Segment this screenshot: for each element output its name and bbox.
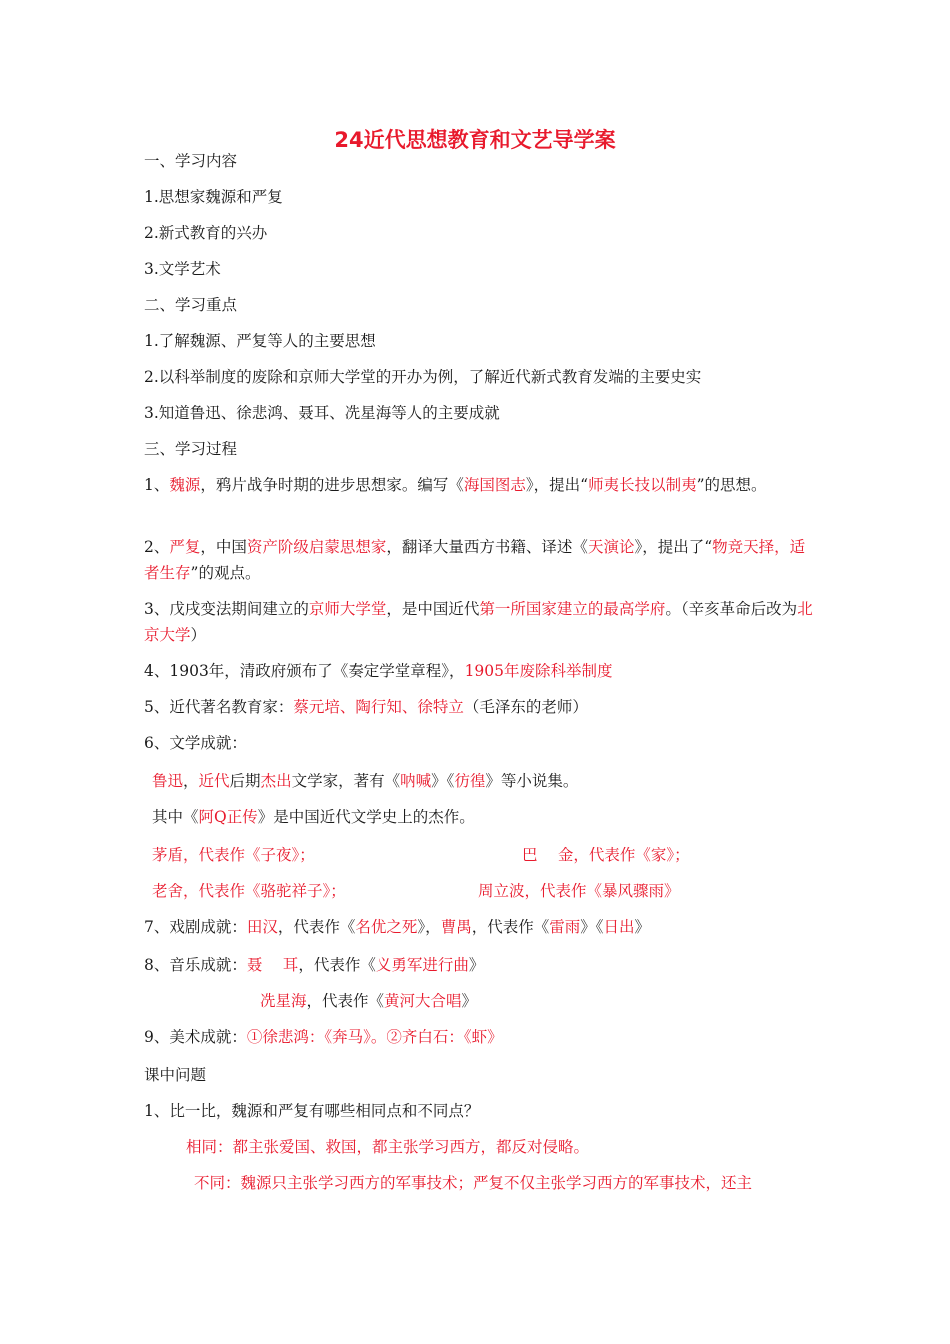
section2-heading: 二、学习重点 (144, 296, 238, 314)
questions-heading: 课中问题 (144, 1066, 207, 1084)
section1-item: 2.新式教育的兴办 (144, 224, 268, 242)
paragraph-exam: 4、1903年，清政府颁布了《奏定学堂章程》，1905年废除科举制度 (144, 662, 613, 680)
section1-item: 1.思想家魏源和严复 (144, 188, 283, 206)
question-1: 1、比一比，魏源和严复有哪些相同点和不同点？ (144, 1102, 480, 1120)
literature-aq: 其中《阿Q正传》是中国近代文学史上的杰作。 (152, 808, 475, 826)
section2-item: 3.知道鲁迅、徐悲鸿、聂耳、冼星海等人的主要成就 (144, 404, 500, 422)
literature-luxun: 鲁迅，近代后期杰出文学家，著有《呐喊》《彷徨》等小说集。 (152, 772, 579, 790)
section2-item: 2.以科举制度的废除和京师大学堂的开办为例，了解近代新式教育发端的主要史实 (144, 368, 702, 386)
paragraph-music: 8、音乐成就：聂 耳，代表作《义勇军进行曲》 (144, 956, 485, 974)
paragraph-drama: 7、戏剧成就：田汉，代表作《名优之死》，曹禺，代表作《雷雨》《日出》 (144, 918, 651, 936)
answer-diff: 不同：魏源只主张学习西方的军事技术；严复不仅主张学习西方的军事技术，还主 (194, 1174, 753, 1192)
literature-bajin: 巴 金，代表作《家》； (522, 846, 690, 864)
paragraph-educators: 5、近代著名教育家：蔡元培、陶行知、徐特立（毛泽东的老师） (144, 698, 588, 716)
paragraph-art: 9、美术成就：①徐悲鸿：《奔马》。②齐白石：《虾》 (144, 1028, 503, 1046)
section3-heading: 三、学习过程 (144, 440, 238, 458)
music-xianxinghai: 冼星海，代表作《黄河大合唱》 (260, 992, 478, 1010)
paragraph-literature: 6、文学成就： (144, 734, 247, 752)
paragraph-yanfu: 2、严复，中国资产阶级启蒙思想家，翻译大量西方书籍、译述《天演论》，提出了“物竞天择，适者生存”的观点。 (144, 538, 806, 582)
literature-maodun: 茅盾，代表作《子夜》； (152, 846, 315, 864)
page-title: 24近代思想教育和文艺导学案 (334, 128, 616, 152)
answer-same: 相同：都主张爱国、救国，都主张学习西方，都反对侵略。 (186, 1138, 590, 1156)
paragraph-university: 3、戊戌变法期间建立的京师大学堂，是中国近代第一所国家建立的最高学府。（辛亥革命后改为北京大学） (144, 600, 813, 644)
section2-item: 1.了解魏源、严复等人的主要思想 (144, 332, 376, 350)
literature-laoshe: 老舍，代表作《骆驼祥子》； (152, 882, 346, 900)
section1-heading: 一、学习内容 (144, 152, 238, 170)
literature-zhoulibo: 周立波，代表作《暴风骤雨》 (478, 882, 680, 900)
section1-item: 3.文学艺术 (144, 260, 221, 278)
paragraph-weiyuan: 1、魏源，鸦片战争时期的进步思想家。编写《海国图志》，提出“师夷长技以制夷”的思想。 (144, 476, 767, 494)
